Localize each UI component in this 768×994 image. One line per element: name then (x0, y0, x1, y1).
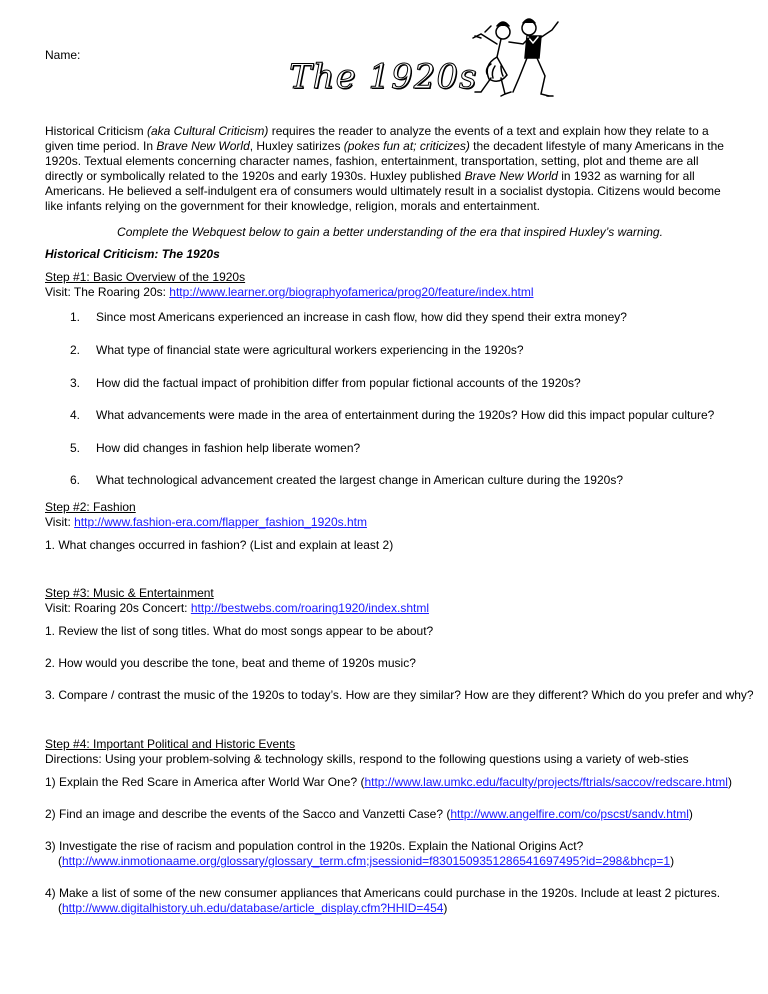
step1-question (70, 473, 623, 488)
step4-question-url (58, 901, 447, 916)
question-number: 4. (70, 408, 81, 422)
step4-question: 4) Make a list of some of the new consumer appliances that Americans could purchase in the 1920s. Include at least 2 pictures. (45, 886, 721, 900)
intro-text: Historical Criticism (45, 124, 147, 138)
question-text: How did the factual impact of prohibition differ from popular fictional accounts of the 1920s? (96, 376, 581, 390)
step2-heading: Step #2: Fashion (45, 500, 136, 514)
question-text: 1) Explain the Red Scare in America after World War One? ( (45, 775, 365, 789)
visit-label: Visit: The Roaring 20s: (45, 285, 170, 299)
question-number: 3. (70, 376, 81, 390)
step2-question: 1. What changes occurred in fashion? (List and explain at least 2) (45, 538, 394, 552)
step3-question: 2. How would you describe the tone, beat and theme of 1920s music? (45, 656, 416, 670)
question-text: What type of financial state were agricultural workers experiencing in the 1920s? (96, 343, 524, 357)
intro-italic: (aka Cultural Criticism) (147, 124, 269, 138)
question-number: 1. (70, 310, 81, 324)
redscare-link[interactable]: http://www.law.umkc.edu/faculty/projects/ftrials/saccov/redscare.html (364, 775, 728, 789)
step1-question (70, 310, 627, 325)
book-title: Brave New World (156, 139, 250, 153)
page-title-text: The 1920s (289, 57, 478, 97)
step1-question (70, 376, 581, 391)
intro-paragraph (45, 124, 735, 214)
question-text: What technological advancement created the largest change in American culture during the 1920s? (96, 473, 623, 487)
question-number: 6. (70, 473, 81, 487)
paren: ) (727, 775, 732, 789)
visit-label: Visit: Roaring 20s Concert: (45, 601, 191, 615)
name-label: Name: (45, 48, 81, 62)
step4-question-url (58, 854, 758, 869)
question-number: 2. (70, 343, 81, 357)
step4-question (45, 775, 732, 790)
appliances-link[interactable]: http://www.digitalhistory.uh.edu/database/article_display.cfm?HHID=454 (62, 901, 444, 915)
intro-text: the decadent lifestyle of many Americans in the 1920s. Textual elements concerning character names, fashion, entertainment, transportation, setting, plot and theme are all directly or symbolically related to the 1920s and early 1930s. Huxley published (45, 139, 724, 183)
question-text: Since most Americans experienced an increase in cash flow, how did they spend their extra money? (96, 310, 627, 324)
step1-question (70, 441, 360, 456)
question-text: What advancements were made in the area of entertainment during the 1920s? How did this impact popular culture? (96, 408, 715, 422)
step1-heading: Step #1: Basic Overview of the 1920s (45, 270, 246, 284)
step3-question: 3. Compare / contrast the music of the 1920s to today’s. How are they similar? How are they different? Which do you prefer and why? (45, 688, 754, 702)
step3-question: 1. Review the list of song titles. What do most songs appear to be about? (45, 624, 434, 638)
dancing-couple-illustration (445, 14, 565, 114)
step3-heading: Step #3: Music & Entertainment (45, 586, 214, 600)
step2-link[interactable]: http://www.fashion-era.com/flapper_fashion_1920s.htm (74, 515, 367, 529)
book-title: Brave New World (464, 169, 558, 183)
paren: ) (688, 807, 693, 821)
step3-link[interactable]: http://bestwebs.com/roaring1920/index.shtml (190, 601, 429, 615)
step3-visit (45, 601, 429, 616)
visit-label: Visit: (45, 515, 75, 529)
step1-question (70, 343, 524, 358)
section-title: Historical Criticism: The 1920s (45, 247, 220, 261)
step4-heading: Step #4: Important Political and Historic Events (45, 737, 296, 751)
step4-directions: Directions: Using your problem-solving & technology skills, respond to the following questions using a variety of web-sties (45, 752, 689, 766)
national-origins-link[interactable]: http://www.inmotionaame.org/glossary/glossary_term.cfm;jsessionid=f830150935128654169749​5?id=298&bhcp=1 (62, 854, 671, 868)
step4-question (45, 807, 693, 822)
intro-text: in 1932 as warning for all Americans. He believed a self-indulgent era of consumers would ultimately result in a socialist dystopia. Citizens would become like infants relying on the government for their knowledge, religion, morals and entertainment. (45, 169, 721, 213)
instruction: Complete the Webquest below to gain a better understanding of the era that inspired Huxley’s warning. (117, 225, 663, 239)
intro-text: , Huxley satirizes (249, 139, 344, 153)
paren: ) (670, 854, 675, 868)
sacco-vanzetti-link[interactable]: http://www.angelfire.com/co/pscst/sandv.html (450, 807, 689, 821)
step2-visit (45, 515, 367, 530)
paren: ) (443, 901, 448, 915)
paren: ( (58, 901, 62, 915)
intro-italic: (pokes fun at; criticizes) (343, 139, 470, 153)
paren: ( (58, 854, 62, 868)
question-text: How did changes in fashion help liberate women? (96, 441, 361, 455)
question-number: 5. (70, 441, 81, 455)
intro-text: requires the reader to analyze the events of a text and explain how they relate to a given time period. In (45, 124, 709, 153)
step1-visit (45, 285, 534, 300)
question-text: 2) Find an image and describe the events of the Sacco and Vanzetti Case? ( (45, 807, 451, 821)
step4-question: 3) Investigate the rise of racism and population control in the 1920s. Explain the National Origins Act? (45, 839, 584, 853)
step1-question (70, 408, 714, 423)
step1-link[interactable]: http://www.learner.org/biographyofamerica/prog20/feature/index.html (169, 285, 534, 299)
